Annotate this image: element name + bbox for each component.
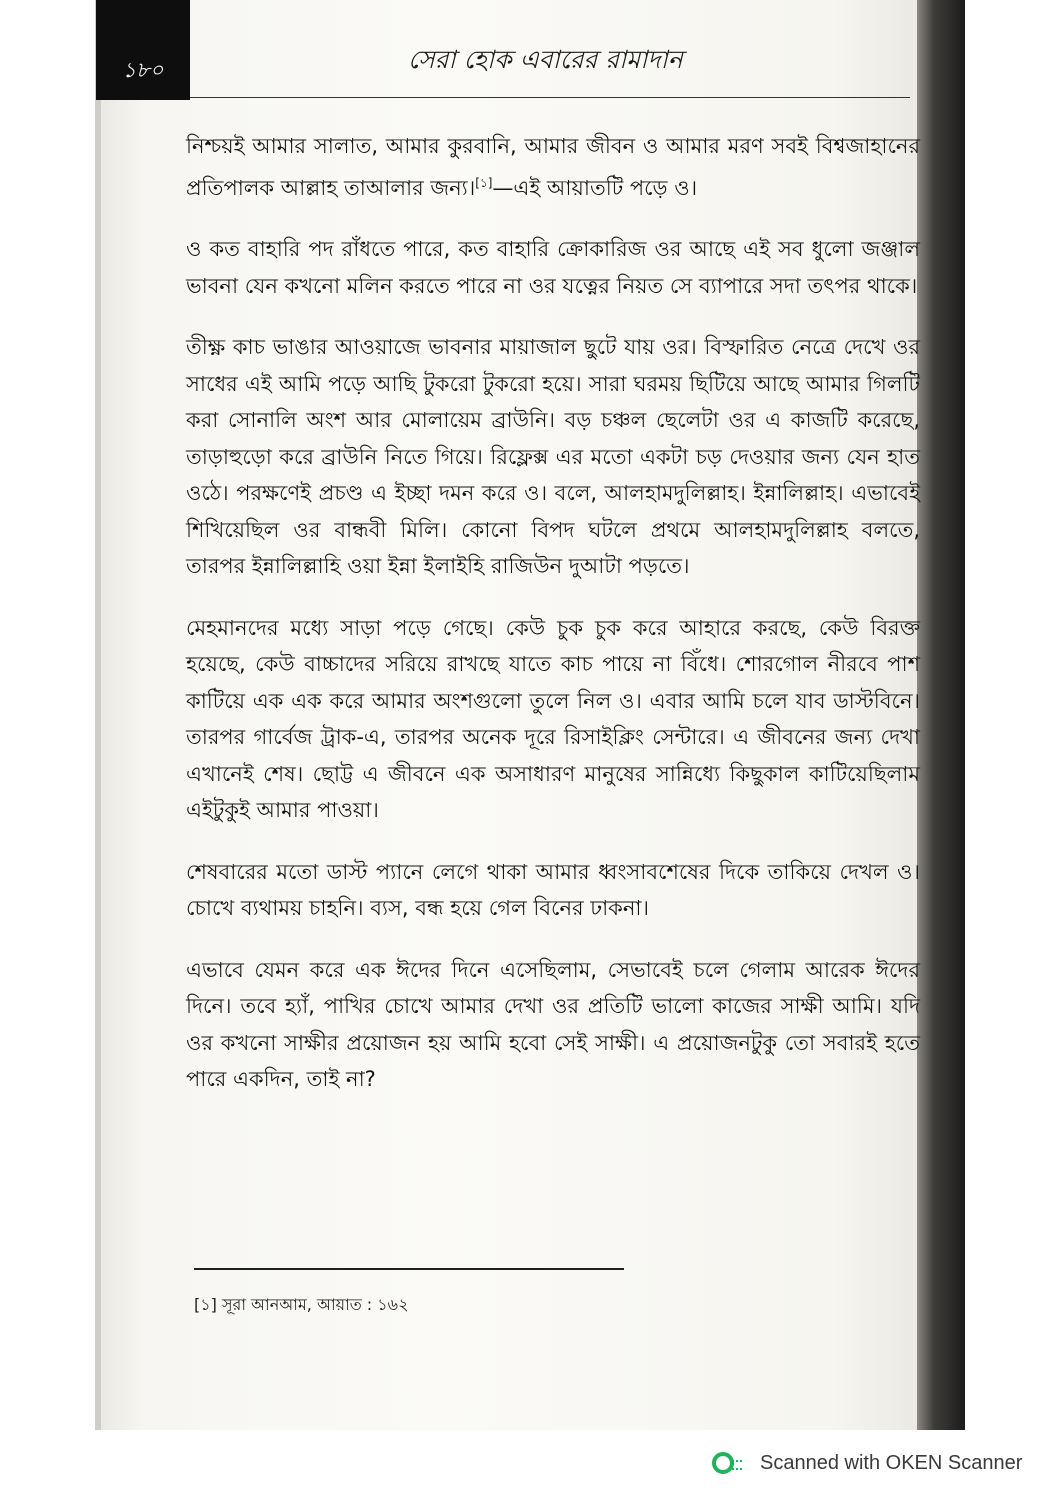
footnote-reference[interactable]: [১] [475, 175, 493, 190]
paragraph-2: ও কত বাহারি পদ রাঁধতে পারে, কত বাহারি ক্রোকারিজ ওর আছে এই সব ধুলো জঞ্জাল ভাবনা যেন কখনো মলিন করতে পারে না ওর যত্নের নিয়ত সে ব্যাপারে সদা তৎপর থাকে। [186, 237, 920, 298]
page-number: ১৮০ [122, 58, 164, 82]
paragraph-3: তীক্ষ্ণ কাচ ভাঙার আওয়াজে ভাবনার মায়াজাল ছুটে যায় ওর। বিস্ফারিত নেত্রে দেখে ওর সাধের এই আমি পড়ে আছি টুকরো টুকরো হয়ে। সারা ঘরময় ছিটিয়ে আছে আমার গিলটি করা সোনালি অংশ আর মোলায়েম ব্রাউনি। বড় চঞ্চল ছেলেটা ওর এ কাজটি করেছে, তাড়াহুড়ো করে ব্রাউনি নিতে গিয়ে। রিফ্লেক্স এর মতো একটা চড় দেওয়ার জন্য যেন হাত ওঠে। পরক্ষণেই প্রচণ্ড এ ইচ্ছা দমন করে ও। বলে, আলহামদুলিল্লাহ। ইন্নালিল্লাহ। এভাবেই শিখিয়েছিল ওর বান্ধবী মিলি। কোনো বিপদ ঘটলে প্রথমে আলহামদুলিল্লাহ বলতে, তারপর ইন্নালিল্লাহি ওয়া ইন্না ইলাইহি রাজিউন দুআটা পড়তে। [186, 335, 920, 578]
footnote: [১] সূরা আনআম, আয়াত : ১৬২ [194, 1295, 409, 1314]
paragraph-5: শেষবারের মতো ডাস্ট প্যানে লেগে থাকা আমার ধ্বংসাবশেষের দিকে তাকিয়ে দেখল ও। চোখে ব্যথাময় চাহনি। ব্যস, বন্ধ হয়ে গেল বিনের ঢাকনা। [186, 859, 920, 920]
paragraph-1-tail: —এই আয়াতটি পড়ে ও। [492, 175, 698, 200]
header-rule [190, 97, 910, 98]
running-title: সেরা হোক এবারের রামাদান [408, 45, 683, 74]
scanner-watermark [712, 1450, 1022, 1476]
paragraph-4: মেহমানদের মধ্যে সাড়া পড়ে গেছে। কেউ চুক চুক করে আহারে করছে, কেউ বিরক্ত হয়েছে, কেউ বাচ্চাদের সরিয়ে রাখছে যাতে কাচ পায়ে না বিঁধে। শোরগোল নীরবে পাশ কাটিয়ে এক এক করে আমার অংশগুলো তুলে নিল ও। এবার আমি চলে যাব ডাস্টবিনে। তারপর গার্বেজ ট্রাক-এ, তারপর অনেক দূরে রিসাইক্লিং সেন্টারে। এ জীবনের জন্য দেখা এখানেই শেষ। ছোট্ট এ জীবনে এক অসাধারণ মানুষের সান্নিধ্যে কিছুকাল কাটিয়েছিলাম এইটুকুই আমার পাওয়া। [186, 615, 920, 822]
paragraph-1 [186, 128, 920, 206]
footnote-rule [194, 1268, 624, 1270]
paragraph-6: এভাবে যেমন করে এক ঈদের দিনে এসেছিলাম, সেভাবেই চলে গেলাম আরেক ঈদের দিনে। তবে হ্যাঁ, পাখির চোখে আমার দেখা ওর প্রতিটি ভালো কাজের সাক্ষী আমি। যদি ওর কখনো সাক্ষীর প্রয়োজন হয় আমি হবো সেই সাক্ষী। এ প্রয়োজনটুকু তো সবারই হতে পারে একদিন, তাই না? [186, 957, 920, 1091]
book-spine-shadow [917, 0, 965, 1430]
paragraph-1-text: নিশ্চয়ই আমার সালাত, আমার কুরবানি, আমার জীবন ও আমার মরণ সবই বিশ্বজাহানের প্রতিপালক আল্লাহ তাআলার জন্য। [186, 134, 920, 200]
oken-scanner-logo-icon [712, 1452, 734, 1474]
scanner-label: Scanned with OKEN Scanner [760, 1451, 1023, 1474]
body-text [186, 128, 920, 1123]
page-left-edge [95, 0, 101, 1430]
